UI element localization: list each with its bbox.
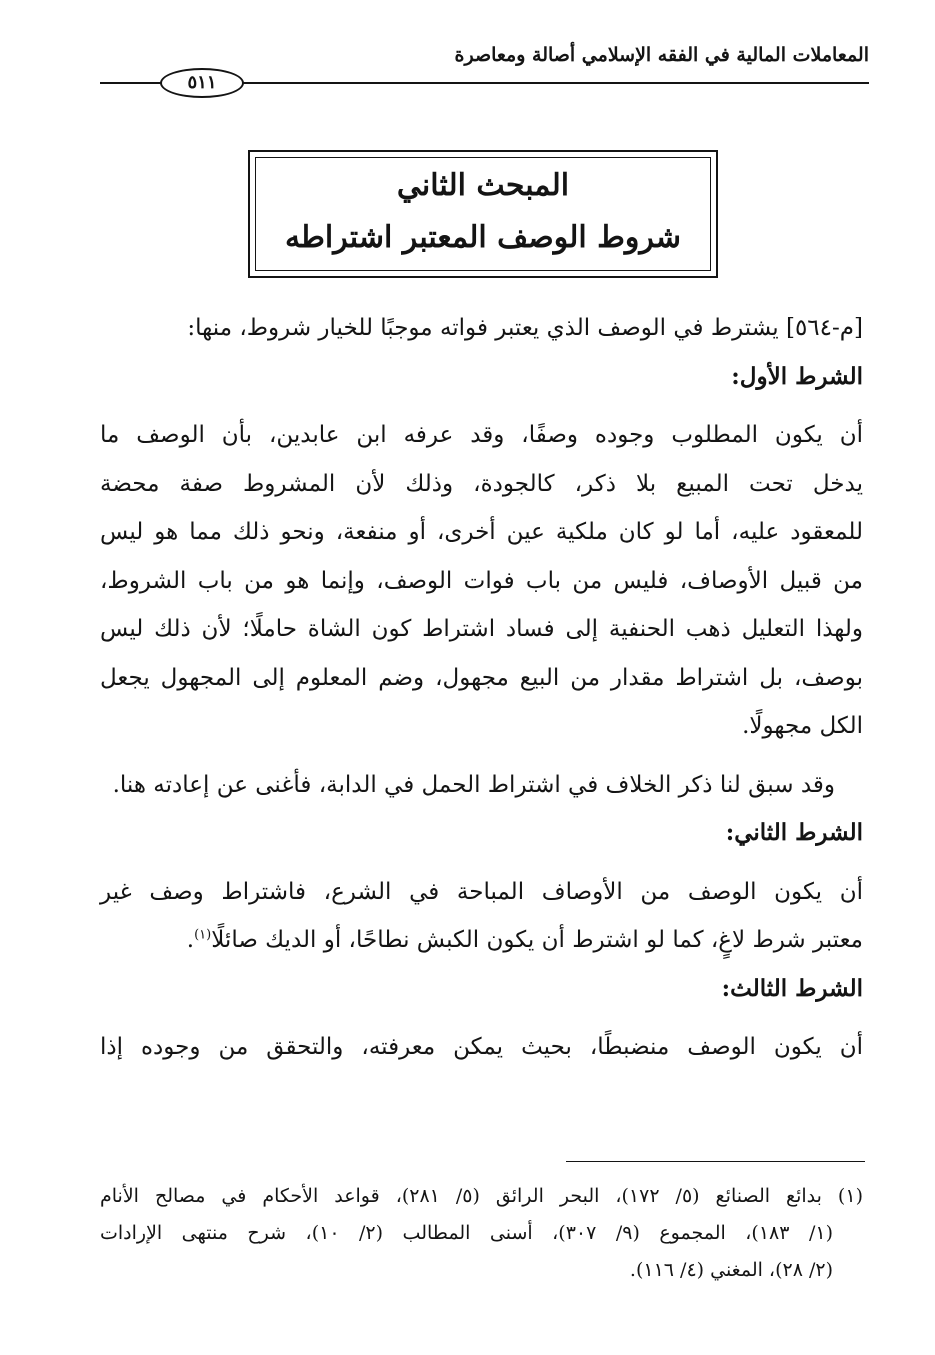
footnote-line: (١/ ١٨٣)، المجموع (٩/ ٣٠٧)، أسنى المطالب (٢/ ١٠)، شرح منتهى الإرادات — [100, 1222, 833, 1244]
paragraph-intro: [م-٥٦٤] يشترط في الوصف الذي يعتبر فواته موجبًا للخيار شروط، منها: — [187, 315, 863, 341]
body-line-text: معتبر شرط لاغٍ، كما لو اشترط أن يكون الكبش نطاحًا، أو الديك صائلًا — [211, 927, 863, 953]
section-title-line-1: المبحث الثاني — [396, 168, 570, 203]
body-line: أن يكون الوصف من الأوصاف المباحة في الشرع، فاشتراط وصف غير — [100, 878, 863, 905]
heading-first-condition: الشرط الأول: — [731, 362, 863, 390]
footnotes — [100, 1178, 863, 1289]
body-line: أن يكون المطلوب وجوده وصفًا، وقد عرفه ابن عابدين، بأن الوصف ما — [100, 422, 863, 448]
body-line: الكل مجهولًا. — [742, 713, 863, 739]
footnote-marker: (١) — [194, 927, 212, 943]
heading-second-condition: الشرط الثاني: — [725, 819, 863, 846]
body-line-with-footnote — [100, 916, 863, 965]
body-line: أن يكون الوصف منضبطًا، بحيث يمكن معرفته، والتحقق من وجوده إذا — [100, 1034, 863, 1060]
body-line: للمعقود عليه، أما لو كان ملكية عين أخرى، أو منفعة، ونحو ذلك مما هو ليس — [100, 519, 863, 545]
body-line-end: . — [186, 927, 195, 953]
footnote-separator — [566, 1161, 865, 1162]
footnote-line: (١) بدائع الصنائع (٥/ ١٧٢)، البحر الرائق (٥/ ٢٨١)، قواعد الأحكام في مصالح الأنام — [100, 1185, 863, 1207]
heading-third-condition: الشرط الثالث: — [721, 974, 863, 1002]
body-line: وقد سبق لنا ذكر الخلاف في اشتراط الحمل في الدابة، فأغنى عن إعادته هنا. — [112, 771, 835, 798]
body-line: بوصف، بل اشتراط مقدار من البيع مجهول، وضم المعلوم إلى المجهول يجعل — [100, 664, 863, 691]
body-line: ولهذا التعليل ذهب الحنفية إلى فساد اشتراط كون الشاة حاملًا؛ لأن ذلك ليس — [100, 616, 863, 642]
body-text — [100, 304, 863, 1072]
body-line: يدخل تحت المبيع بلا ذكر، كالجودة، وذلك لأن المشروط صفة محضة — [100, 470, 863, 497]
running-header-title: المعاملات المالية في الفقه الإسلامي أصالة ومعاصرة — [454, 44, 869, 66]
section-title-line-2: شروط الوصف المعتبر اشتراطه — [284, 220, 682, 255]
body-line: من قبيل الأوصاف، فليس من باب فوات الوصف، وإنما هو من باب الشروط، — [100, 567, 863, 594]
section-title-box — [248, 150, 718, 278]
footnote-line: (٢/ ٢٨)، المغني (٤/ ١١٦). — [629, 1259, 833, 1281]
page-number: ٥١١ — [160, 68, 244, 98]
